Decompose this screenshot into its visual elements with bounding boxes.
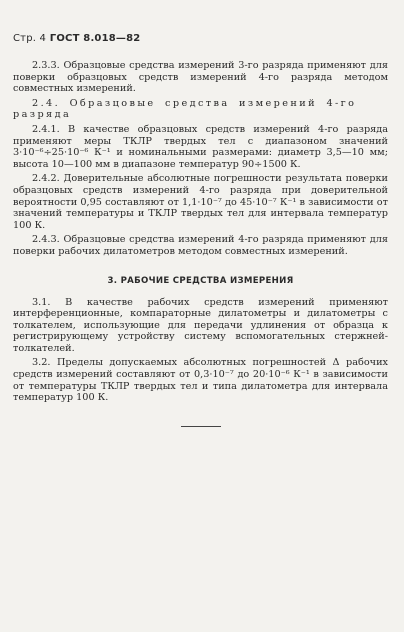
section-heading: 3. РАБОЧИЕ СРЕДСТВА ИЗМЕРЕНИЯ: [107, 275, 294, 286]
paragraph-2-4-2: 2.4.2. Доверительные абсолютные погрешности результата поверки образцовых средств измерений 4-го разряда при доверительной вероятности 0,95 составляют от 1,1·10⁻⁷ до 45·10⁻⁷ К⁻¹ в зависимости от значений температуры и ТКЛР твердых тел для интервала температур 100 К.: [13, 173, 388, 231]
end-rule: [181, 426, 221, 427]
paragraph-2-4-heading: 2.4. Образцовые средства измерений 4-го разряда: [13, 97, 357, 121]
page-header: [13, 33, 140, 44]
document-body: [13, 60, 388, 427]
paragraph-2-4-3: 2.4.3. Образцовые средства измерений 4-го разряда применяют для поверки рабочих дилатометров методом совместных измерений.: [13, 234, 388, 257]
paragraph-3-1: 3.1. В качестве рабочих средств измерений применяют интерференционные, компараторные дилатометры и дилатометры с толкателем, использующие для передачи удлинения от образца к регистрирующему устройству систему вспомогательных стержней-толкателей.: [13, 296, 388, 354]
paragraph-2-4-1: 2.4.1. В качестве образцовых средств измерений 4-го разряда применяют меры ТКЛР твердых тел с диапазоном значений 3·10⁻⁶÷25·10⁻⁶ К⁻¹ и номинальными размерами: диаметр 3,5—10 мм; высота 10—100 мм в диапазоне температур 90÷1500 К.: [13, 123, 388, 170]
paragraph-2-3-3: 2.3.3. Образцовые средства измерений 3-го разряда применяют для поверки образцовых средств измерений 4-го разряда методом совместных измерений.: [13, 60, 388, 95]
paragraph-3-2: 3.2. Пределы допускаемых абсолютных погрешностей Δ рабочих средств измерений составляют от 0,3·10⁻⁷ до 20·10⁻⁶ К⁻¹ в зависимости от температуры ТКЛР твердых тел и типа дилатометра для интервала температур 100 К.: [13, 357, 388, 404]
page-number: Стр. 4: [13, 33, 47, 44]
standard-title: ГОСТ 8.018—82: [49, 33, 141, 44]
